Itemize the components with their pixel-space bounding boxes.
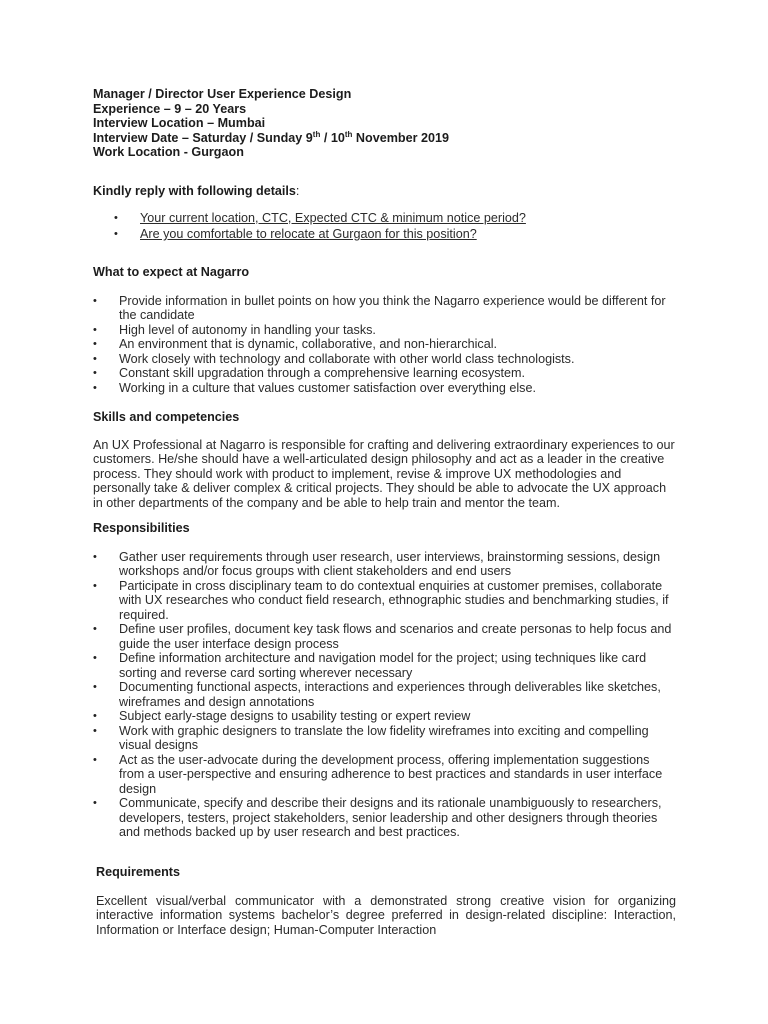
section-heading: Skills and competencies (93, 410, 240, 424)
list-item: • Work with graphic designers to translate the low fidelity wireframes into exciting and compelling visual designs (93, 724, 677, 753)
ordinal-suffix: th (344, 129, 353, 139)
list-item: • Work closely with technology and collaborate with other world class technologists. (93, 352, 677, 367)
requirements-paragraph: Excellent visual/verbal communicator with a demonstrated strong creative vision for organizing interactive information systems bachelor’s degree preferred in design-related discipline: Interaction, Information or Interface design; Human-Computer Interaction (96, 893, 676, 937)
skills-paragraph: An UX Professional at Nagarro is responsible for crafting and delivering extraordinary experiences to our customers. He/she should have a well-articulated design philosophy and act as a leader in the creative process. They should work with product to implement, revise & improve UX methodologies and personally take & deliver complex & critical projects. They should be able to advocate the UX approach in other departments of the company and be able to help train and mentor the team. (93, 437, 675, 510)
list-item: • Documenting functional aspects, interactions and experiences through deliverables like sketches, wireframes and design annotations (93, 680, 677, 709)
section-heading: Requirements (96, 865, 180, 879)
work-location-line: Work Location - Gurgaon (93, 145, 244, 159)
requirements-section (96, 865, 676, 937)
list-item: • Define user profiles, document key task flows and scenarios and create personas to help focus and guide the user interface design process (93, 622, 677, 651)
reply-section (93, 184, 677, 242)
experience-line: Experience – 9 – 20 Years (93, 101, 247, 116)
list-item: • Communicate, specify and describe their designs and its rationale unambiguously to researchers, developers, testers, project stakeholders, senior leadership and other designers through theories and methods backed up by user research and best practices. (93, 796, 677, 840)
interview-date-suffix: November 2019 (352, 130, 450, 145)
list-item: • Constant skill upgradation through a comprehensive learning ecosystem. (93, 366, 677, 381)
interview-date-prefix: Interview Date – Saturday / Sunday 9 (93, 130, 313, 145)
expect-section (93, 265, 677, 395)
interview-location-line: Interview Location – Mumbai (93, 116, 266, 130)
interview-date-mid: / 10 (320, 130, 345, 145)
list-item-text: Are you comfortable to relocate at Gurgaon for this position? (140, 227, 477, 241)
list-item (93, 211, 677, 226)
interview-date-line (93, 131, 677, 146)
section-heading: Responsibilities (93, 521, 190, 535)
list-item: • Gather user requirements through user research, user interviews, brainstorming sessions, design workshops and/or focus groups with client stakeholders and end users (93, 550, 677, 579)
ordinal-suffix: th (312, 129, 321, 139)
job-header (93, 87, 677, 160)
list-item: • Subject early-stage designs to usability testing or expert review (93, 709, 677, 724)
list-item: • Working in a culture that values customer satisfaction over everything else. (93, 381, 677, 396)
expect-list (93, 294, 677, 396)
list-item: • High level of autonomy in handling your tasks. (93, 323, 677, 338)
list-item: • Act as the user-advocate during the development process, offering implementation suggestions from a user-perspective and ensuring adherence to best practices and standards in user interface design (93, 753, 677, 797)
list-item-text: Your current location, CTC, Expected CTC & minimum notice period? (140, 210, 526, 225)
list-item (93, 227, 677, 242)
skills-section (93, 410, 677, 510)
responsibilities-section (93, 521, 677, 840)
responsibilities-list (93, 550, 677, 840)
reply-heading-text: Kindly reply with following details (93, 184, 296, 198)
list-item: • Define information architecture and navigation model for the project; using techniques like card sorting and reverse card sorting wherever necessary (93, 651, 677, 680)
reply-list (93, 211, 677, 242)
list-item: • An environment that is dynamic, collaborative, and non-hierarchical. (93, 337, 677, 352)
reply-heading (93, 184, 677, 199)
job-title: Manager / Director User Experience Design (93, 87, 352, 101)
list-item: • Provide information in bullet points on how you think the Nagarro experience would be different for the candidate (93, 294, 677, 323)
list-item: • Participate in cross disciplinary team to do contextual enquiries at customer premises, collaborate with UX researches who conduct field research, ethnographic studies and benchmarking studies, if required. (93, 579, 677, 623)
section-heading: What to expect at Nagarro (93, 265, 250, 279)
reply-heading-colon: : (295, 184, 300, 198)
